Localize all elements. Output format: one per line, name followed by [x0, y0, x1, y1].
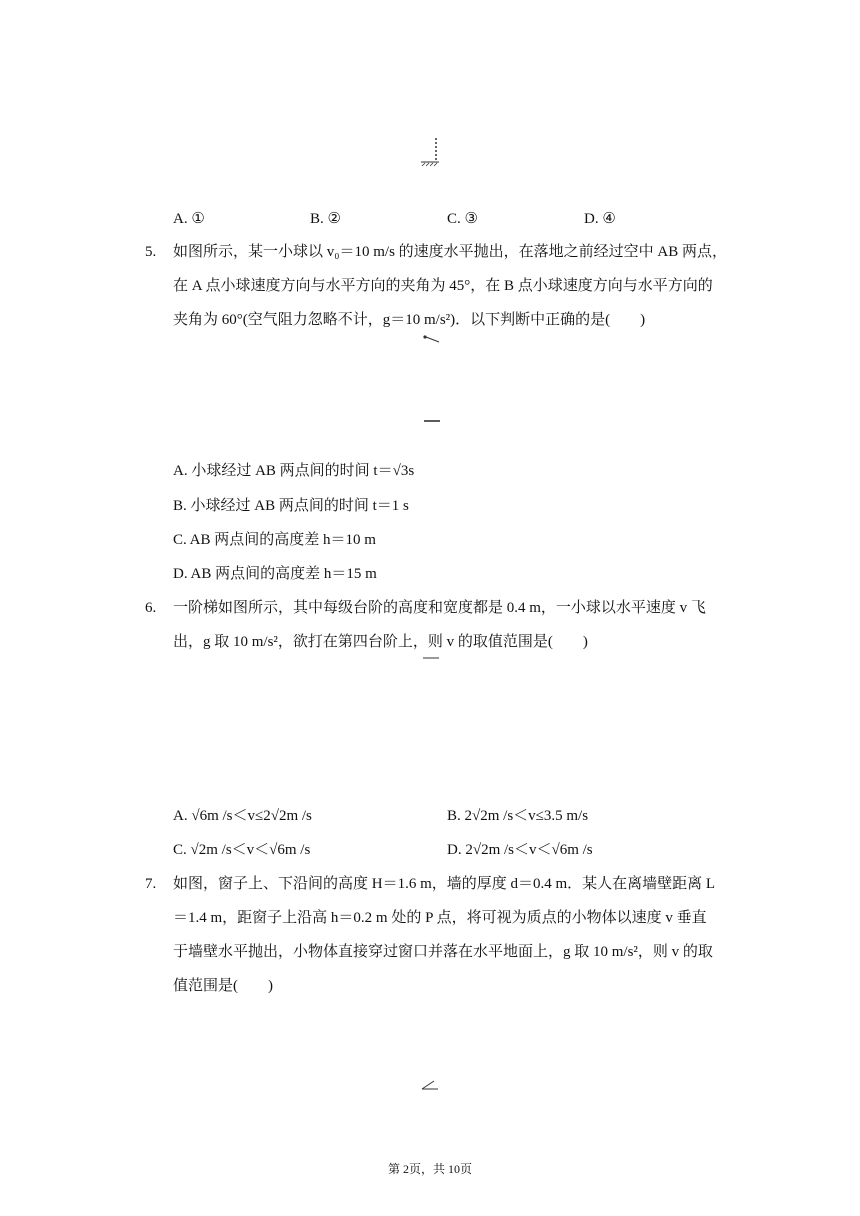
q7-line-2: ＝1.4 m，距窗子上沿高 h＝0.2 m 处的 P 点，将可视为质点的小物体以速度 v 垂直: [173, 910, 707, 926]
q6-line-1: 一阶梯如图所示，其中每级台阶的高度和宽度都是 0.4 m，一小球以水平速度 v 飞: [173, 600, 706, 616]
q5-figure-fragment: [422, 334, 446, 426]
q6-figure-fragment: [422, 655, 446, 661]
q5-line-2: 在 A 点小球速度方向与水平方向的夹角为 45°，在 B 点小球速度方向与水平方向的: [173, 278, 713, 294]
q6-line-2: 出，g 取 10 m/s²，欲打在第四台阶上，则 v 的取值范围是( ): [173, 634, 588, 650]
q5-option-d: D. AB 两点间的高度差 h＝15 m: [173, 566, 377, 582]
q6-option-b: B. 2√2m /s＜v≤3.5 m/s: [447, 808, 589, 824]
q7-number: 7.: [145, 876, 157, 892]
q5-option-b: B. 小球经过 AB 两点间的时间 t＝1 s: [173, 498, 409, 514]
q4-option-a: A. ①: [173, 211, 205, 227]
page-footer: 第 2页，共 10页: [387, 1162, 472, 1176]
q7-line-3: 于墙壁水平抛出，小物体直接穿过窗口并落在水平地面上，g 取 10 m/s²，则 v 的取: [173, 944, 713, 960]
q5-line-1: 如图所示，某一小球以 v₀＝10 m/s 的速度水平抛出，在落地之前经过空中 AB 两点，: [173, 244, 727, 260]
q5-line-3: 夹角为 60°(空气阻力忽略不计，g＝10 m/s²)．以下判断中正确的是( ): [173, 312, 646, 328]
q6-option-a: A. √6m /s＜v≤2√2m /s: [173, 808, 312, 824]
q4-option-d: D. ④: [584, 211, 616, 227]
q5-number: 5.: [145, 244, 157, 260]
q7-line-1: 如图，窗子上、下沿间的高度 H＝1.6 m，墙的厚度 d＝0.4 m．某人在离墙壁距离 L: [173, 876, 716, 892]
q7-figure-fragment: [420, 1078, 444, 1092]
q6-option-c: C. √2m /s＜v＜√6m /s: [173, 842, 311, 858]
q6-option-d: D. 2√2m /s＜v＜√6m /s: [447, 842, 593, 858]
q4-option-c: C. ③: [447, 211, 478, 227]
q4-option-b: B. ②: [310, 211, 341, 227]
q4-figure-fragment: [418, 138, 442, 168]
q6-number: 6.: [145, 600, 157, 616]
q5-option-c: C. AB 两点间的高度差 h＝10 m: [173, 532, 376, 548]
q7-line-4: 值范围是( ): [173, 978, 273, 994]
q5-option-a: A. 小球经过 AB 两点间的时间 t＝√3s: [173, 463, 415, 479]
